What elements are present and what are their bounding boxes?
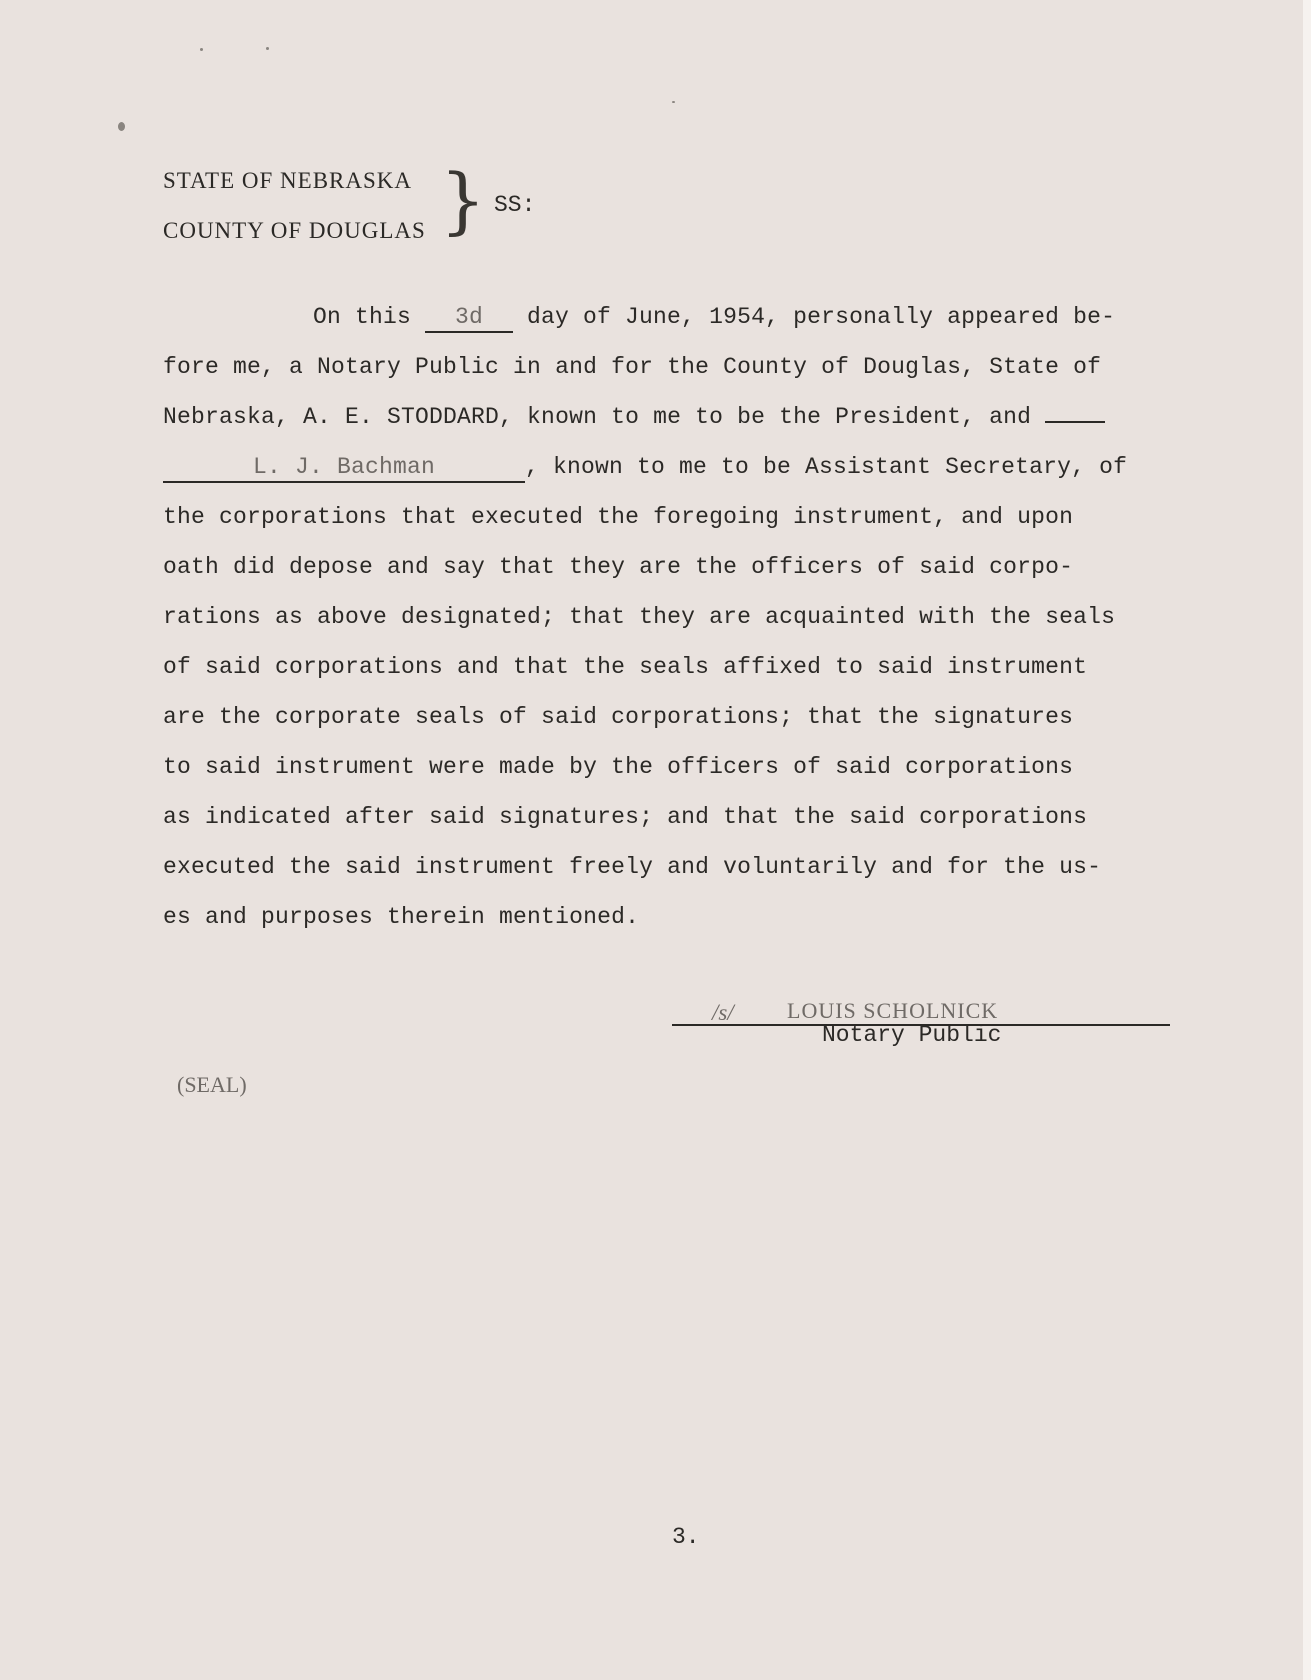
paragraph-line: es and purposes therein mentioned. (163, 904, 640, 930)
paragraph-line (163, 392, 1193, 442)
paper-speck (672, 101, 675, 103)
notary-name: LOUIS SCHOLNICK (787, 998, 999, 1023)
paragraph-line (163, 292, 1193, 342)
paper-speck (200, 48, 203, 51)
text-segment: On this (313, 304, 426, 330)
brace-icon: } (440, 158, 486, 242)
blank-fill-in (1045, 421, 1105, 423)
paragraph-line: the corporations that executed the foregoing instrument, and upon (163, 504, 1074, 530)
text-segment: Nebraska, A. E. STODDARD, known to me to be the President, and (163, 404, 1046, 430)
day-fill-in: 3d (425, 303, 513, 333)
text-segment: day of June, 1954, personally appeared be- (513, 304, 1116, 330)
paragraph-line: as indicated after said signatures; and that the said corporations (163, 804, 1088, 830)
signature-mark: /s/ (712, 1000, 734, 1025)
page-edge (1303, 0, 1311, 1680)
text-segment: , known to me to be Assistant Secretary, of (525, 454, 1128, 480)
state-heading: STATE OF NEBRASKA (163, 168, 413, 193)
paragraph-line: rations as above designated; that they are acquainted with the seals (163, 604, 1116, 630)
page-number: 3. (672, 1524, 700, 1550)
paragraph-line: of said corporations and that the seals affixed to said instrument (163, 654, 1088, 680)
paragraph-line: executed the said instrument freely and voluntarily and for the us- (163, 854, 1102, 880)
secretary-name-fill-in: L. J. Bachman (163, 453, 525, 483)
paragraph-line: oath did depose and say that they are the officers of said corpo- (163, 554, 1074, 580)
county-heading: COUNTY OF DOUGLAS (163, 218, 426, 243)
paper-speck (118, 122, 125, 131)
paragraph-line: are the corporate seals of said corporations; that the signatures (163, 704, 1074, 730)
paragraph-line: to said instrument were made by the officers of said corporations (163, 754, 1074, 780)
acknowledgment-paragraph (163, 292, 1193, 942)
paper-speck (266, 47, 269, 50)
notary-title: Notary Public (822, 1022, 1002, 1048)
seal-placeholder: (SEAL) (177, 1072, 247, 1097)
paragraph-line (163, 442, 1193, 492)
ss-label: SS: (494, 192, 536, 218)
paragraph-line: fore me, a Notary Public in and for the County of Douglas, State of (163, 354, 1102, 380)
